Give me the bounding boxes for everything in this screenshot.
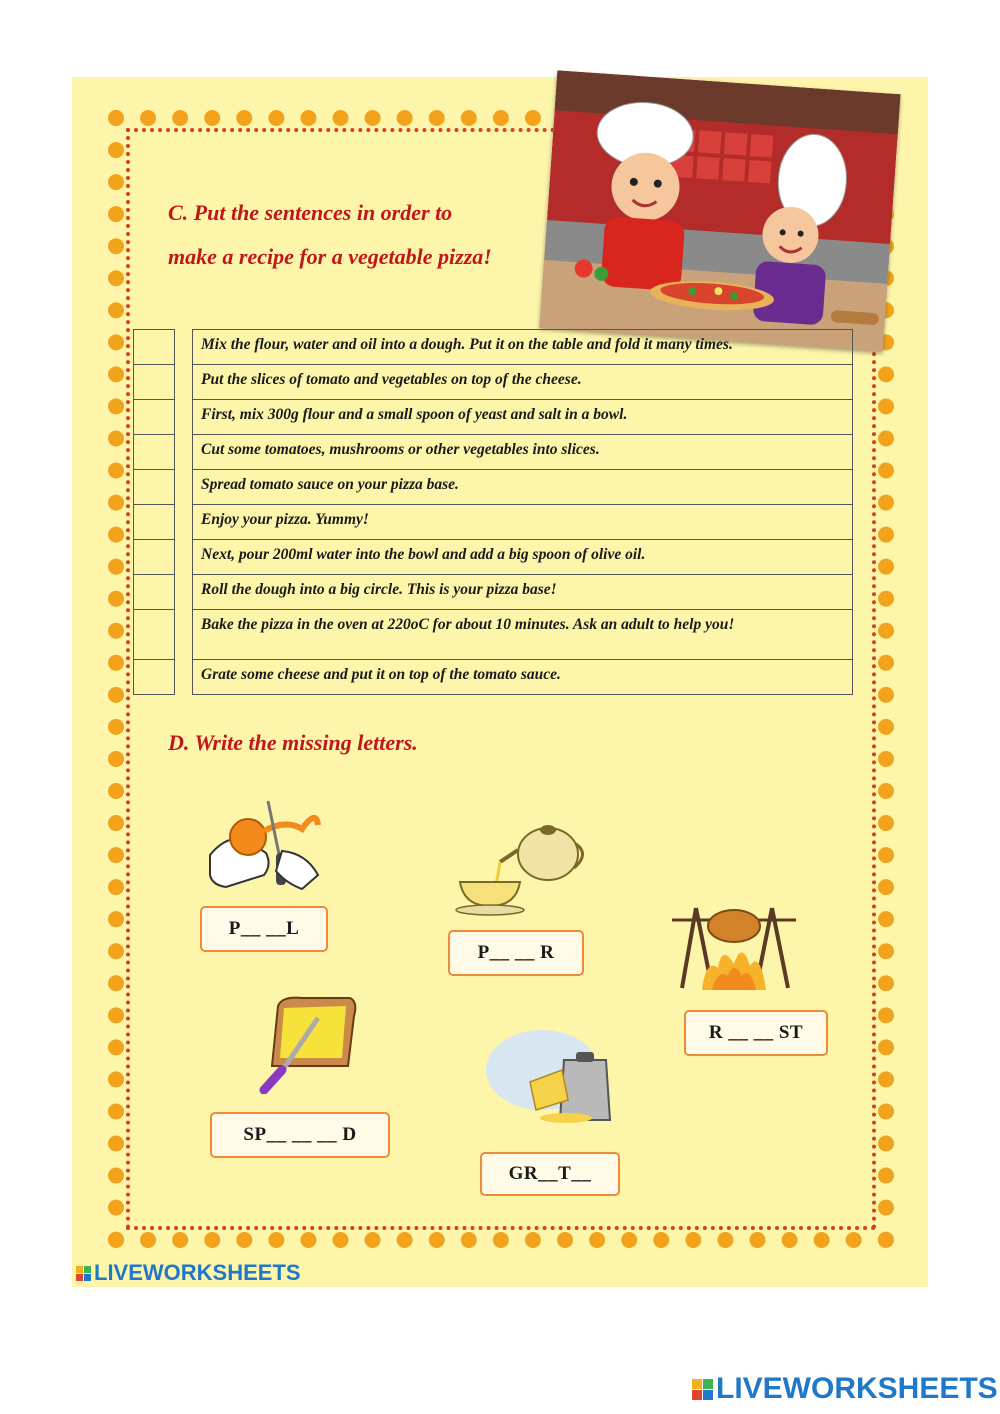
word-box-pour[interactable]: P__ __ R — [448, 930, 584, 976]
sentence-cell: Cut some tomatoes, mushrooms or other vegetables into slices. — [192, 434, 853, 469]
order-number-box[interactable] — [133, 364, 175, 399]
sentence-cell: Next, pour 200ml water into the bowl and add a big spoon of olive oil. — [192, 539, 853, 574]
table-row — [133, 504, 853, 539]
sentence-cell: Spread tomato sauce on your pizza base. — [192, 469, 853, 504]
word-box-peel[interactable]: P__ __L — [200, 906, 328, 952]
logo-mark-icon — [692, 1379, 713, 1400]
liveworksheets-logo-footer[interactable] — [692, 1372, 998, 1406]
recipe-order-table — [133, 329, 853, 694]
order-number-box[interactable] — [133, 539, 175, 574]
word-box-grate[interactable]: GR__T__ — [480, 1152, 620, 1196]
sentence-cell: Enjoy your pizza. Yummy! — [192, 504, 853, 539]
order-number-box[interactable] — [133, 469, 175, 504]
table-bottom-border — [133, 694, 853, 695]
order-number-box[interactable] — [133, 399, 175, 434]
order-number-box[interactable] — [133, 434, 175, 469]
table-row — [133, 434, 853, 469]
sentence-cell: Grate some cheese and put it on top of the tomato sauce. — [192, 659, 853, 694]
sentence-cell: First, mix 300g flour and a small spoon of yeast and salt in a bowl. — [192, 399, 853, 434]
order-number-box[interactable] — [133, 329, 175, 364]
liveworksheets-logo-sheet — [76, 1260, 301, 1286]
table-row — [133, 364, 853, 399]
table-row — [133, 399, 853, 434]
logo-text: LIVEWORKSHEETS — [716, 1372, 998, 1405]
peeling-orange-image — [206, 795, 326, 891]
section-d-title: D. Write the missing letters. — [168, 730, 418, 755]
sentence-cell: Roll the dough into a big circle. This is your pizza base! — [192, 574, 853, 609]
word-box-spread[interactable]: SP__ __ __ D — [210, 1112, 390, 1158]
spreading-butter-image — [258, 996, 358, 1094]
table-row — [133, 539, 853, 574]
logo-mark-icon — [76, 1266, 91, 1281]
sentence-cell: Put the slices of tomato and vegetables on top of the cheese. — [192, 364, 853, 399]
order-number-box[interactable] — [133, 504, 175, 539]
pouring-tea-image — [450, 820, 590, 916]
roasting-chicken-image — [672, 898, 796, 994]
word-box-roast[interactable]: R __ __ ST — [684, 1010, 828, 1056]
grating-cheese-image — [486, 1030, 614, 1124]
order-number-box[interactable] — [133, 659, 175, 694]
order-number-box[interactable] — [133, 609, 175, 659]
table-row — [133, 574, 853, 609]
table-row — [133, 469, 853, 504]
sentence-cell: Mix the flour, water and oil into a dough. Put it on the table and fold it many times. — [192, 329, 853, 364]
section-c-title-line1: C. Put the sentences in order to — [168, 200, 453, 225]
table-row — [133, 329, 853, 364]
table-row — [133, 609, 853, 659]
section-c-title-line2: make a recipe for a vegetable pizza! — [168, 244, 492, 269]
sentence-cell: Bake the pizza in the oven at 220oC for about 10 minutes. Ask an adult to help you! — [192, 609, 853, 659]
table-row — [133, 659, 853, 694]
logo-text: LIVEWORKSHEETS — [94, 1260, 301, 1285]
chefs-making-pizza-image — [539, 70, 900, 351]
order-number-box[interactable] — [133, 574, 175, 609]
